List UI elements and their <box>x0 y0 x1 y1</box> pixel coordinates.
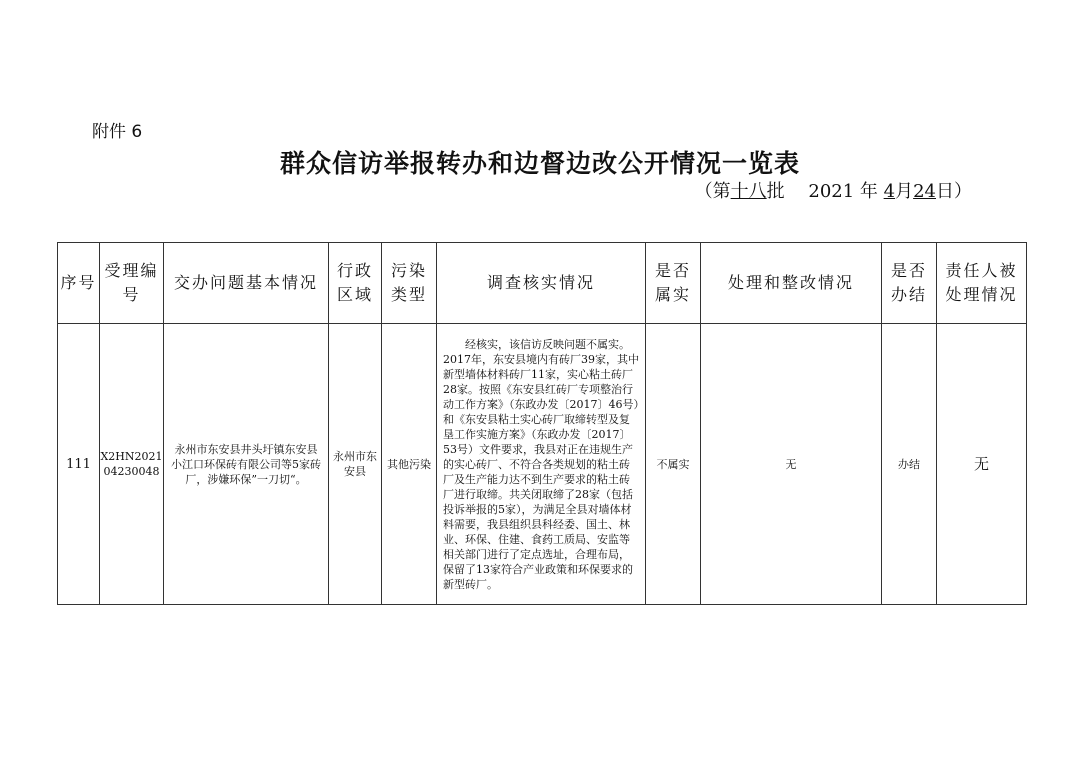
header-code: 受理编号 <box>100 243 164 324</box>
petition-table <box>57 242 1027 605</box>
date-day: 24 <box>913 181 936 202</box>
cell-is-true: 不属实 <box>646 324 701 605</box>
dateline-close: 日） <box>936 181 972 202</box>
cell-closed: 办结 <box>882 324 937 605</box>
header-is-true: 是否属实 <box>646 243 701 324</box>
cell-investigation: 经核实，该信访反映问题不属实。2017年，东安县境内有砖厂39家，其中新型墙体材料砖厂11家，实心粘土砖厂28家。按照《东安县红砖厂专项整治行动工作方案》（东政办发〔2017〕46号）和《东安县粘土实心砖厂取缔转型及复垦工作实施方案》（东政办发〔2017〕53号）文件要求，我县对正在违规生产的实心砖厂、不符合各类规划的粘土砖厂及生产能力达不到生产要求的粘土砖厂进行取缔。共关闭取缔了28家（包括投诉举报的5家），为满足全县对墙体材料需要，我县组织县科经委、国土、林业、环保、住建、食药工质局、安监等相关部门进行了定点选址，合理布局，保留了13家符合产业政策和环保要求的新型砖厂。 <box>437 324 646 605</box>
cell-accountability: 无 <box>937 324 1027 605</box>
batch-suffix: 批 2021 年 <box>766 181 878 202</box>
header-handling: 处理和整改情况 <box>701 243 882 324</box>
batch-number: 十八 <box>730 181 767 202</box>
table-header-row <box>58 243 1027 324</box>
header-pollution: 污染类型 <box>382 243 437 324</box>
header-seq: 序号 <box>58 243 100 324</box>
cell-seq: 111 <box>58 324 100 605</box>
batch-dateline <box>695 177 972 203</box>
table-row <box>58 324 1027 605</box>
header-region: 行政区域 <box>329 243 382 324</box>
header-basic: 交办问题基本情况 <box>164 243 329 324</box>
document-title: 群众信访举报转办和边督边改公开情况一览表 <box>279 149 800 178</box>
attachment-label: 附件 6 <box>92 122 143 142</box>
header-accountability: 责任人被处理情况 <box>937 243 1027 324</box>
cell-pollution: 其他污染 <box>382 324 437 605</box>
cell-handling: 无 <box>701 324 882 605</box>
cell-code: X2HN2021 04230048 <box>100 324 164 605</box>
cell-region: 永州市东安县 <box>329 324 382 605</box>
month-suffix: 月 <box>895 181 914 202</box>
header-investigation: 调查核实情况 <box>437 243 646 324</box>
header-closed: 是否办结 <box>882 243 937 324</box>
cell-basic: 永州市东安县井头圩镇东安县小江口环保砖有限公司等5家砖厂，涉嫌环保”一刀切“。 <box>164 324 329 605</box>
date-month: 4 <box>883 181 896 202</box>
dateline-open: （第 <box>694 181 731 202</box>
